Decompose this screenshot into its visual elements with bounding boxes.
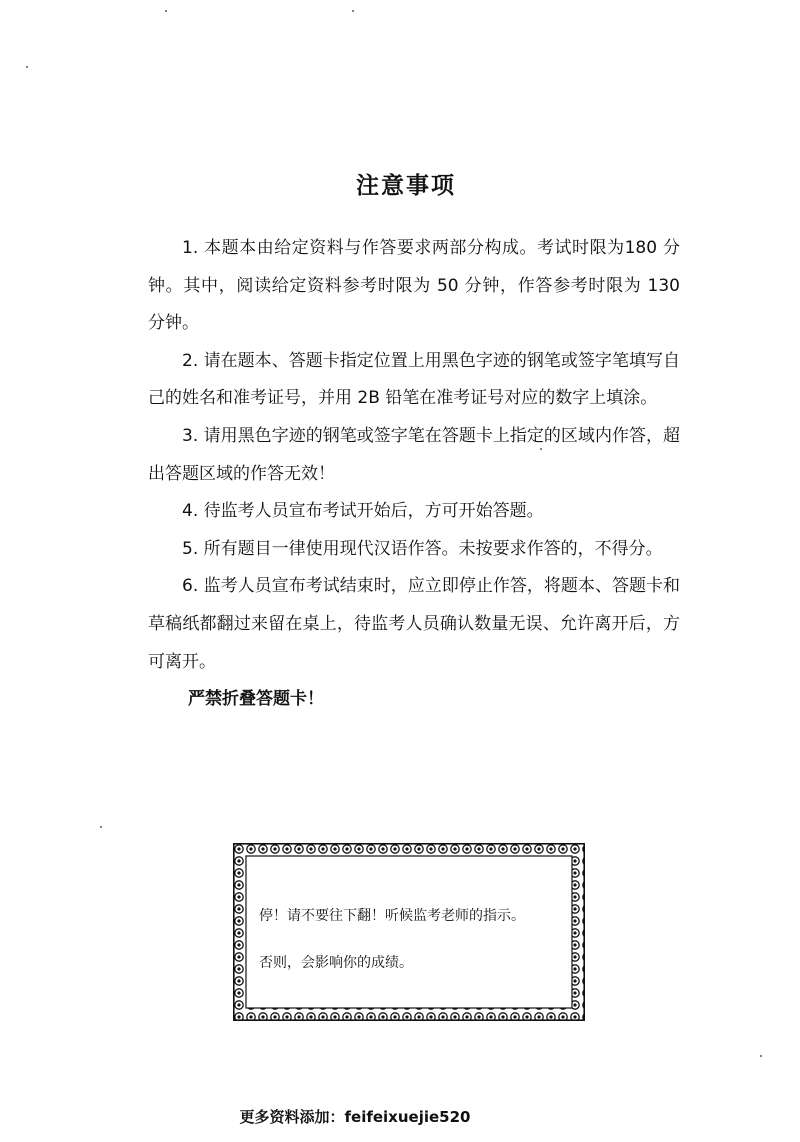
note-item-3: 3. 请用黑色字迹的钢笔或签字笔在答题卡上指定的区域内作答，超出答题区域的作答无效！ xyxy=(148,425,680,484)
footer-contact: 更多资料添加：feifeixuejie520 xyxy=(239,1108,471,1126)
notes-list xyxy=(148,230,680,719)
note-item-2: 2. 请在题本、答题卡指定位置上用黑色字迹的钢笔或签字笔填写自己的姓名和准考证号，并用 2B 铅笔在准考证号对应的数字上填涂。 xyxy=(148,350,680,409)
page-title: 注意事项 xyxy=(356,173,456,200)
scan-speck xyxy=(165,10,167,12)
ornamental-border xyxy=(233,843,585,1021)
note-item-6: 6. 监考人员宣布考试结束时，应立即停止作答，将题本、答题卡和草稿纸都翻过来留在桌上，待监考人员确认数量无误、允许离开后，方可离开。 xyxy=(148,576,680,672)
notice-stop-text: 停！请不要往下翻！听候监考老师的指示。 xyxy=(259,908,525,924)
note-item-4: 4. 待监考人员宣布考试开始后，方可开始答题。 xyxy=(182,501,544,522)
note-item-1: 1. 本题本由给定资料与作答要求两部分构成。考试时限为180 分钟。其中，阅读给定资料参考时限为 50 分钟，作答参考时限为 130 分钟。 xyxy=(148,238,680,334)
scan-speck xyxy=(760,1055,762,1057)
scan-speck xyxy=(100,826,102,828)
note-item-5: 5. 所有题目一律使用现代汉语作答。未按要求作答的，不得分。 xyxy=(182,538,663,559)
fold-warning: 严禁折叠答题卡！ xyxy=(188,689,324,710)
notice-box xyxy=(233,843,585,1021)
notice-consequence-text: 否则，会影响你的成绩。 xyxy=(259,955,413,971)
scan-speck xyxy=(26,66,28,68)
scan-speck xyxy=(352,10,354,12)
